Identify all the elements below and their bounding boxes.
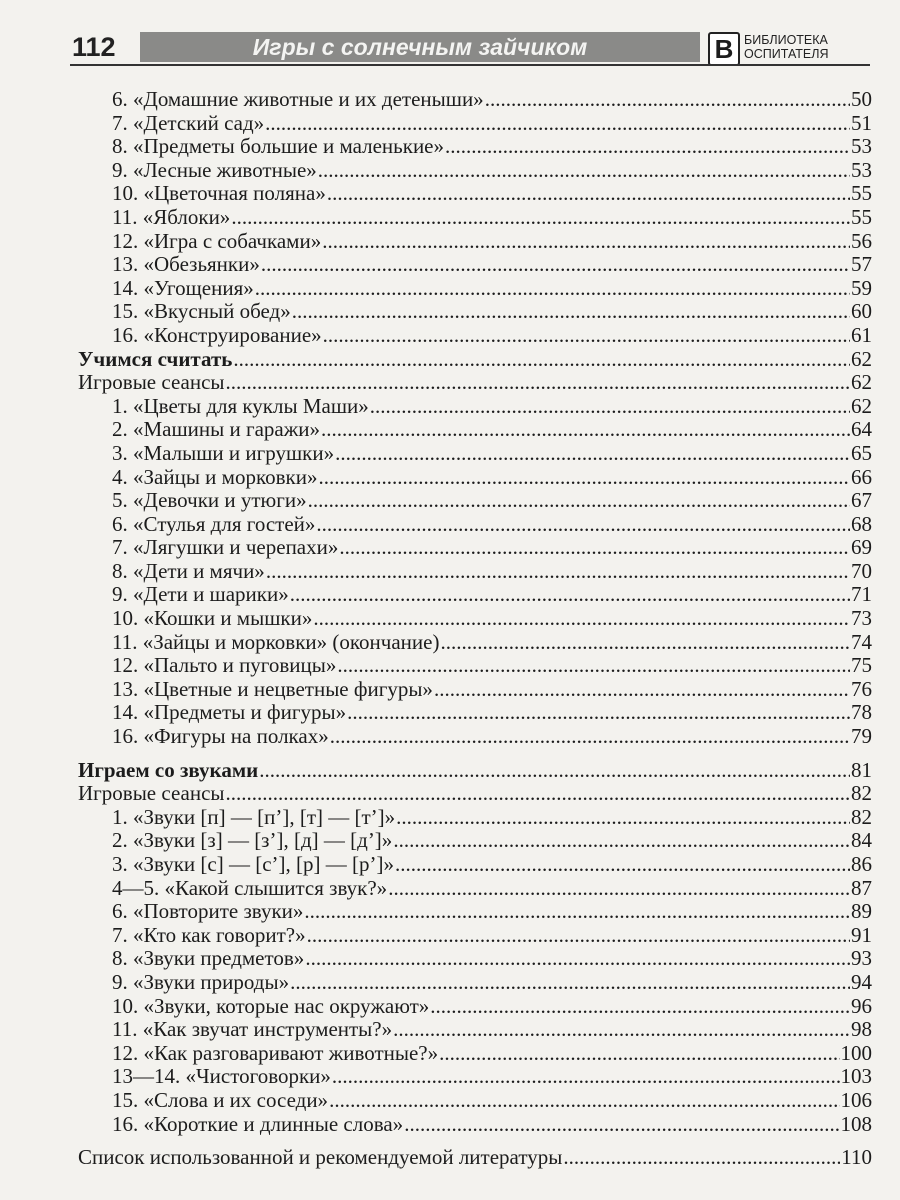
- toc-entry-label: 11. «Яблоки»: [112, 205, 231, 229]
- toc-entry: [78, 995, 872, 1019]
- toc-entry-page: 106: [840, 1088, 872, 1112]
- toc-entry-label: Учимся считать: [78, 347, 233, 371]
- toc-entry: [78, 607, 872, 631]
- toc-entry-label: 16. «Короткие и длинные слова»: [112, 1112, 404, 1136]
- dot-leader: [290, 583, 850, 607]
- toc-entry-label: 9. «Дети и шарики»: [112, 583, 289, 607]
- toc-entry-page: 62: [851, 371, 872, 395]
- dot-leader: [330, 725, 850, 749]
- toc-entry-page: 71: [851, 583, 872, 607]
- toc-entry: [78, 829, 872, 853]
- toc-entry-label: Список использованной и рекомендуемой литературы: [78, 1146, 563, 1170]
- dot-leader: [396, 806, 850, 830]
- toc-entry-page: 81: [851, 758, 872, 782]
- toc-entry-page: 73: [851, 607, 872, 631]
- toc-entry: [78, 253, 872, 277]
- toc-entry: [78, 466, 872, 490]
- toc-entry-page: 55: [851, 182, 872, 206]
- toc-entry-label: 8. «Дети и мячи»: [112, 559, 265, 583]
- dot-leader: [434, 678, 850, 702]
- toc-entry-label: 7. «Лягушки и черепахи»: [112, 536, 339, 560]
- toc-entry-page: 66: [851, 465, 872, 489]
- dot-leader: [439, 1042, 839, 1066]
- toc-entry-page: 82: [851, 782, 872, 806]
- toc-entry: [78, 395, 872, 419]
- toc-entry: [78, 701, 872, 725]
- toc-entry-page: 78: [851, 701, 872, 725]
- dot-leader: [316, 513, 850, 537]
- toc-entry-page: 53: [851, 135, 872, 159]
- header-rule: [70, 64, 870, 66]
- dot-leader: [307, 924, 850, 948]
- toc-entry-label: 15. «Слова и их соседи»: [112, 1088, 329, 1112]
- toc-entry: [78, 583, 872, 607]
- toc-entry-label: 13—14. «Чистоговорки»: [112, 1065, 331, 1089]
- toc-entry: [78, 513, 872, 537]
- toc-entry-page: 93: [851, 947, 872, 971]
- toc-entry: [78, 1089, 872, 1113]
- running-header: [70, 30, 870, 64]
- toc-entry: [78, 971, 872, 995]
- dot-leader: [231, 206, 850, 230]
- toc-entry-label: 10. «Цветочная поляна»: [112, 182, 326, 206]
- dot-leader: [266, 560, 850, 584]
- toc-entry-label: 16. «Конструирование»: [112, 323, 322, 347]
- toc-entry: [78, 678, 872, 702]
- toc-entry: [78, 418, 872, 442]
- toc-entry: [78, 806, 872, 830]
- toc-entry-page: 69: [851, 536, 872, 560]
- toc-entry: [78, 371, 872, 395]
- toc-entry-label: 9. «Лесные животные»: [112, 158, 317, 182]
- toc-entry-label: 11. «Как звучат инструменты?»: [112, 1018, 393, 1042]
- toc-entry: [78, 442, 872, 466]
- toc-entry-label: 5. «Девочки и утюги»: [112, 489, 307, 513]
- toc-entry-page: 110: [841, 1146, 872, 1170]
- toc-entry: [78, 112, 872, 136]
- dot-leader: [388, 877, 850, 901]
- toc-entry: [78, 654, 872, 678]
- toc-entry: [78, 560, 872, 584]
- toc-entry: [78, 900, 872, 924]
- toc-entry: [78, 88, 872, 112]
- toc-entry: [78, 947, 872, 971]
- toc-entry: [78, 924, 872, 948]
- series-name-line1: БИБЛИОТЕКА: [744, 33, 828, 47]
- toc-entry: [78, 182, 872, 206]
- dot-leader: [259, 759, 850, 783]
- toc-entry-page: 62: [851, 394, 872, 418]
- toc-entry-page: 67: [851, 489, 872, 513]
- dot-leader: [261, 253, 850, 277]
- toc-entry: [78, 1113, 872, 1137]
- toc-entry-label: 9. «Звуки природы»: [112, 970, 290, 994]
- dot-leader: [233, 348, 850, 372]
- toc-entry-page: 94: [851, 970, 872, 994]
- toc-entry-page: 74: [851, 630, 872, 654]
- toc-entry-label: 14. «Угощения»: [112, 276, 254, 300]
- toc-entry: [78, 853, 872, 877]
- toc-entry-page: 75: [851, 654, 872, 678]
- dot-leader: [347, 701, 850, 725]
- toc-entry-page: 59: [851, 276, 872, 300]
- dot-leader: [292, 300, 850, 324]
- dot-leader: [308, 489, 850, 513]
- toc-entry-label: 12. «Как разговаривают животные?»: [112, 1041, 439, 1065]
- toc-entry-page: 56: [851, 229, 872, 253]
- toc-entry: [78, 277, 872, 301]
- toc-entry: [78, 1146, 872, 1170]
- dot-leader: [226, 782, 850, 806]
- toc-entry-label: 16. «Фигуры на полках»: [112, 725, 329, 749]
- toc-entry-label: 13. «Обезьянки»: [112, 253, 260, 277]
- series-name: [744, 33, 829, 61]
- toc-entry: [78, 135, 872, 159]
- toc-entry-label: 11. «Зайцы и морковки» (окончание): [112, 630, 440, 654]
- toc-entry-label: 13. «Цветные и нецветные фигуры»: [112, 677, 433, 701]
- toc-entry-page: 84: [851, 829, 872, 853]
- toc-entry: [78, 230, 872, 254]
- dot-leader: [445, 135, 850, 159]
- toc-entry: [78, 877, 872, 901]
- toc-entry: [78, 300, 872, 324]
- toc-entry-page: 50: [851, 88, 872, 111]
- toc-entry: [78, 725, 872, 749]
- toc-entry-label: 12. «Игра с собачками»: [112, 229, 322, 253]
- dot-leader: [327, 182, 850, 206]
- toc-entry-page: 98: [851, 1018, 872, 1042]
- dot-leader: [318, 466, 850, 490]
- toc-entry: [78, 631, 872, 655]
- toc-entry-page: 86: [851, 853, 872, 876]
- toc-entry-page: 100: [840, 1041, 872, 1065]
- dot-leader: [304, 900, 850, 924]
- toc-entry-page: 53: [851, 158, 872, 182]
- table-of-contents: [78, 88, 872, 1170]
- toc-entry-page: 76: [851, 677, 872, 701]
- page-number: 112: [72, 32, 116, 62]
- toc-entry-page: 61: [851, 323, 872, 347]
- toc-entry-label: 4—5. «Какой слышится звук?»: [112, 876, 388, 900]
- book-title: Игры с солнечным зайчиком: [252, 34, 588, 60]
- toc-entry: [78, 159, 872, 183]
- dot-leader: [318, 159, 850, 183]
- toc-section-heading: [78, 348, 872, 372]
- dot-leader: [329, 1089, 839, 1113]
- toc-entry-page: 91: [851, 923, 872, 947]
- toc-entry: [78, 324, 872, 348]
- dot-leader: [332, 1065, 840, 1089]
- toc-entry-label: 2. «Машины и гаражи»: [112, 418, 320, 442]
- toc-entry-page: 82: [851, 805, 872, 829]
- dot-leader: [335, 442, 850, 466]
- dot-leader: [339, 536, 850, 560]
- series-logo: [708, 30, 868, 66]
- toc-entry-label: 6. «Домашние животные и их детеныши»: [112, 88, 484, 111]
- dot-leader: [323, 324, 850, 348]
- dot-leader: [265, 112, 850, 136]
- toc-entry-page: 70: [851, 559, 872, 583]
- dot-leader: [485, 88, 850, 112]
- toc-entry: [78, 1065, 872, 1089]
- dot-leader: [393, 829, 850, 853]
- toc-entry-page: 108: [840, 1112, 872, 1136]
- toc-entry-label: 8. «Предметы большие и маленькие»: [112, 135, 445, 159]
- toc-entry-page: 96: [851, 994, 872, 1018]
- dot-leader: [322, 230, 850, 254]
- dot-leader: [255, 277, 850, 301]
- toc-entry-page: 62: [851, 347, 872, 371]
- toc-entry-page: 65: [851, 441, 872, 465]
- dot-leader: [305, 947, 850, 971]
- toc-entry-page: 87: [851, 876, 872, 900]
- dot-leader: [430, 995, 850, 1019]
- title-band: [140, 32, 700, 62]
- toc-entry: [78, 536, 872, 560]
- dot-leader: [393, 1018, 850, 1042]
- dot-leader: [404, 1113, 839, 1137]
- toc-entry-label: 6. «Повторите звуки»: [112, 900, 304, 924]
- toc-entry: [78, 1018, 872, 1042]
- toc-entry-label: 1. «Цветы для куклы Маши»: [112, 394, 369, 418]
- toc-entry-label: 7. «Кто как говорит?»: [112, 923, 306, 947]
- toc-entry-label: Играем со звуками: [78, 758, 259, 782]
- series-name-line2: ОСПИТАТЕЛЯ: [744, 47, 829, 61]
- series-logo-letter: В: [708, 32, 740, 66]
- toc-entry-label: 15. «Вкусный обед»: [112, 300, 291, 324]
- toc-entry-label: 3. «Малыши и игрушки»: [112, 441, 335, 465]
- dot-leader: [370, 395, 850, 419]
- toc-entry-label: 1. «Звуки [п] — [п’], [т] — [т’]»: [112, 805, 396, 829]
- dot-leader: [440, 631, 850, 655]
- toc-entry-label: 10. «Кошки и мышки»: [112, 607, 313, 631]
- toc-entry: [78, 1042, 872, 1066]
- toc-entry-page: 51: [851, 111, 872, 135]
- toc-entry: [78, 782, 872, 806]
- toc-entry-page: 89: [851, 900, 872, 924]
- dot-leader: [395, 853, 850, 877]
- toc-entry-page: 60: [851, 300, 872, 324]
- toc-entry-label: 7. «Детский сад»: [112, 111, 265, 135]
- toc-entry-page: 57: [851, 253, 872, 277]
- toc-entry-page: 68: [851, 512, 872, 536]
- toc-entry-label: 6. «Стулья для гостей»: [112, 512, 316, 536]
- dot-leader: [313, 607, 850, 631]
- toc-entry-page: 64: [851, 418, 872, 442]
- dot-leader: [226, 371, 850, 395]
- toc-entry: [78, 206, 872, 230]
- dot-leader: [563, 1146, 840, 1170]
- toc-entry-page: 103: [840, 1065, 872, 1089]
- toc-entry-label: 14. «Предметы и фигуры»: [112, 701, 347, 725]
- toc-entry-page: 79: [851, 725, 872, 749]
- dot-leader: [290, 971, 850, 995]
- toc-entry-label: 3. «Звуки [с] — [с’], [р] — [р’]»: [112, 853, 394, 876]
- dot-leader: [321, 418, 850, 442]
- dot-leader: [337, 654, 850, 678]
- toc-entry: [78, 489, 872, 513]
- toc-section-heading: [78, 759, 872, 783]
- toc-entry-label: 2. «Звуки [з] — [з’], [д] — [д’]»: [112, 829, 393, 853]
- toc-entry-label: 8. «Звуки предметов»: [112, 947, 305, 971]
- toc-entry-label: 4. «Зайцы и морковки»: [112, 465, 318, 489]
- toc-entry-label: 10. «Звуки, которые нас окружают»: [112, 994, 430, 1018]
- toc-entry-label: Игровые сеансы: [78, 782, 225, 806]
- toc-entry-page: 55: [851, 205, 872, 229]
- toc-entry-label: 12. «Пальто и пуговицы»: [112, 654, 337, 678]
- toc-entry-label: Игровые сеансы: [78, 371, 225, 395]
